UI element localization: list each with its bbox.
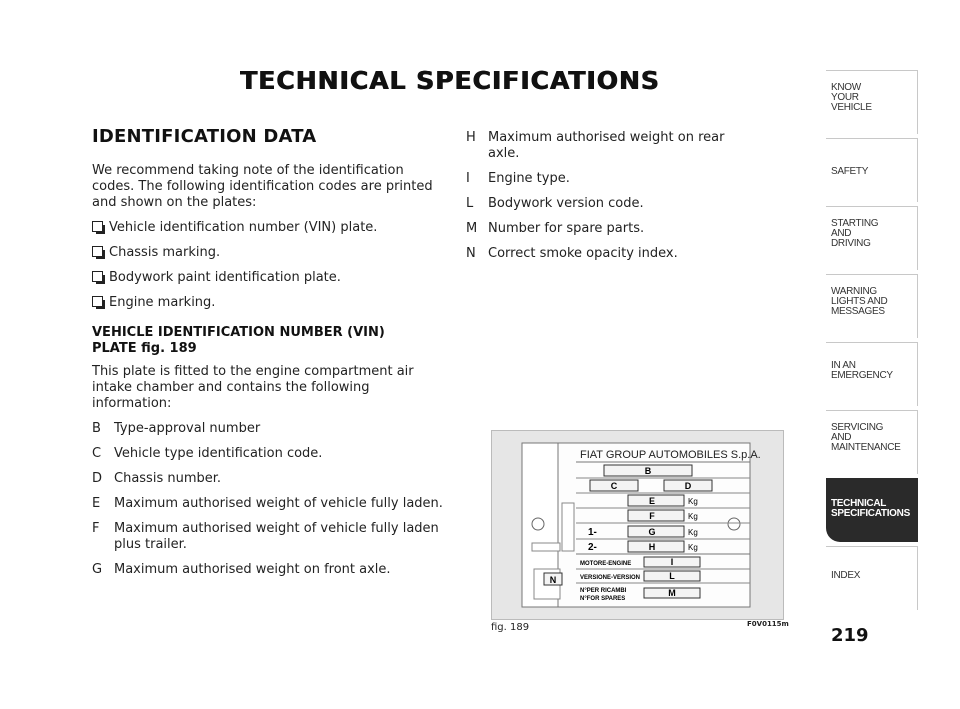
field-f-label: F: [649, 511, 655, 521]
list-item: B Type-approval number: [92, 421, 261, 436]
tab-technical-specifications[interactable]: TECHNICAL SPECIFICATIONS: [826, 478, 918, 542]
kg-unit: Kg: [688, 543, 698, 552]
kg-unit: Kg: [688, 512, 698, 521]
list-item: F Maximum authorised weight of vehicle fully laden plus trailer.: [92, 521, 439, 552]
field-e-box: [628, 495, 684, 506]
tab-starting-and-driving[interactable]: STARTING AND DRIVING: [826, 206, 918, 270]
intro-text: We recommend taking note of the identification codes. The following identification codes are printed and shown on the plates:: [92, 163, 433, 210]
list-item: H Maximum authorised weight on rear axle.: [466, 130, 725, 161]
list-item: E Maximum authorised weight of vehicle fully laden.: [92, 496, 443, 511]
tab-know-your-vehicle[interactable]: KNOW YOUR VEHICLE: [826, 70, 918, 134]
tab-index[interactable]: INDEX: [826, 546, 918, 610]
field-e-label: E: [648, 496, 656, 506]
bullet-item: Engine marking.: [92, 295, 444, 311]
list-item: D Chassis number.: [92, 471, 222, 486]
checkbox-bullet-icon: [92, 221, 103, 232]
bullet-item: Vehicle identification number (VIN) plate.: [92, 220, 444, 236]
plate-tab: [532, 543, 560, 551]
checkbox-bullet-icon: [92, 296, 103, 307]
field-l-label: L: [669, 571, 675, 581]
field-h-label: H: [648, 542, 656, 552]
field-d-label: D: [684, 481, 692, 491]
field-c-label: C: [610, 481, 618, 491]
list-item: I Engine type.: [466, 171, 570, 186]
figure-caption: fig. 189: [491, 622, 530, 633]
right-column: [466, 130, 756, 271]
field-i-label: I: [670, 557, 674, 567]
field-b-label: B: [644, 466, 652, 476]
list-item: C Vehicle type identification code.: [92, 446, 323, 461]
vin-plate-figure: [491, 430, 784, 620]
kg-unit: Kg: [688, 497, 698, 506]
axle-2-label: 2-: [588, 542, 597, 553]
vin-plate-diagram: [492, 431, 783, 619]
vin-description: This plate is fitted to the engine compartment air intake chamber and contains the following information:: [92, 364, 414, 411]
tab-in-an-emergency[interactable]: IN AN EMERGENCY: [826, 342, 918, 406]
spares-label-1: N°PER RICAMBI: [580, 588, 627, 594]
checkbox-bullet-icon: [92, 246, 103, 257]
axle-1-label: 1-: [588, 527, 597, 538]
vin-heading: VEHICLE IDENTIFICATION NUMBER (VIN) PLATE fig. 189: [92, 325, 385, 356]
list-item: G Maximum authorised weight on front axle.: [92, 562, 391, 577]
figure-code: F0V0115m: [747, 620, 789, 628]
page-number: 219: [831, 625, 869, 646]
engine-label: MOTORE-ENGINE: [580, 561, 632, 567]
kg-unit: Kg: [688, 528, 698, 537]
left-column: [92, 126, 444, 587]
field-n-label: N: [549, 575, 557, 585]
section-title: IDENTIFICATION DATA: [92, 126, 317, 147]
rivet-left-icon: [532, 518, 544, 530]
plate-slot: [562, 503, 574, 551]
rivet-right-icon: [728, 518, 740, 530]
tab-safety[interactable]: SAFETY: [826, 138, 918, 202]
list-item: N Correct smoke opacity index.: [466, 246, 678, 261]
list-item: M Number for spare parts.: [466, 221, 645, 236]
page-title: TECHNICAL SPECIFICATIONS: [240, 66, 660, 95]
chapter-sidebar: [826, 70, 918, 614]
field-m-label: M: [668, 588, 676, 598]
field-g-box: [628, 526, 684, 537]
bullet-item: Chassis marking.: [92, 245, 444, 261]
bullet-item: Bodywork paint identification plate.: [92, 270, 444, 286]
field-h-box: [628, 541, 684, 552]
plate-header: FIAT GROUP AUTOMOBILES S.p.A.: [580, 449, 761, 461]
spares-label-2: N°FOR SPARES: [580, 596, 626, 602]
list-item: L Bodywork version code.: [466, 196, 644, 211]
field-g-label: G: [648, 527, 656, 537]
tab-warning-lights[interactable]: WARNING LIGHTS AND MESSAGES: [826, 274, 918, 338]
checkbox-bullet-icon: [92, 271, 103, 282]
field-f-box: [628, 510, 684, 521]
version-label: VERSIONE-VERSION: [580, 575, 641, 581]
tab-servicing[interactable]: SERVICING AND MAINTENANCE: [826, 410, 918, 474]
